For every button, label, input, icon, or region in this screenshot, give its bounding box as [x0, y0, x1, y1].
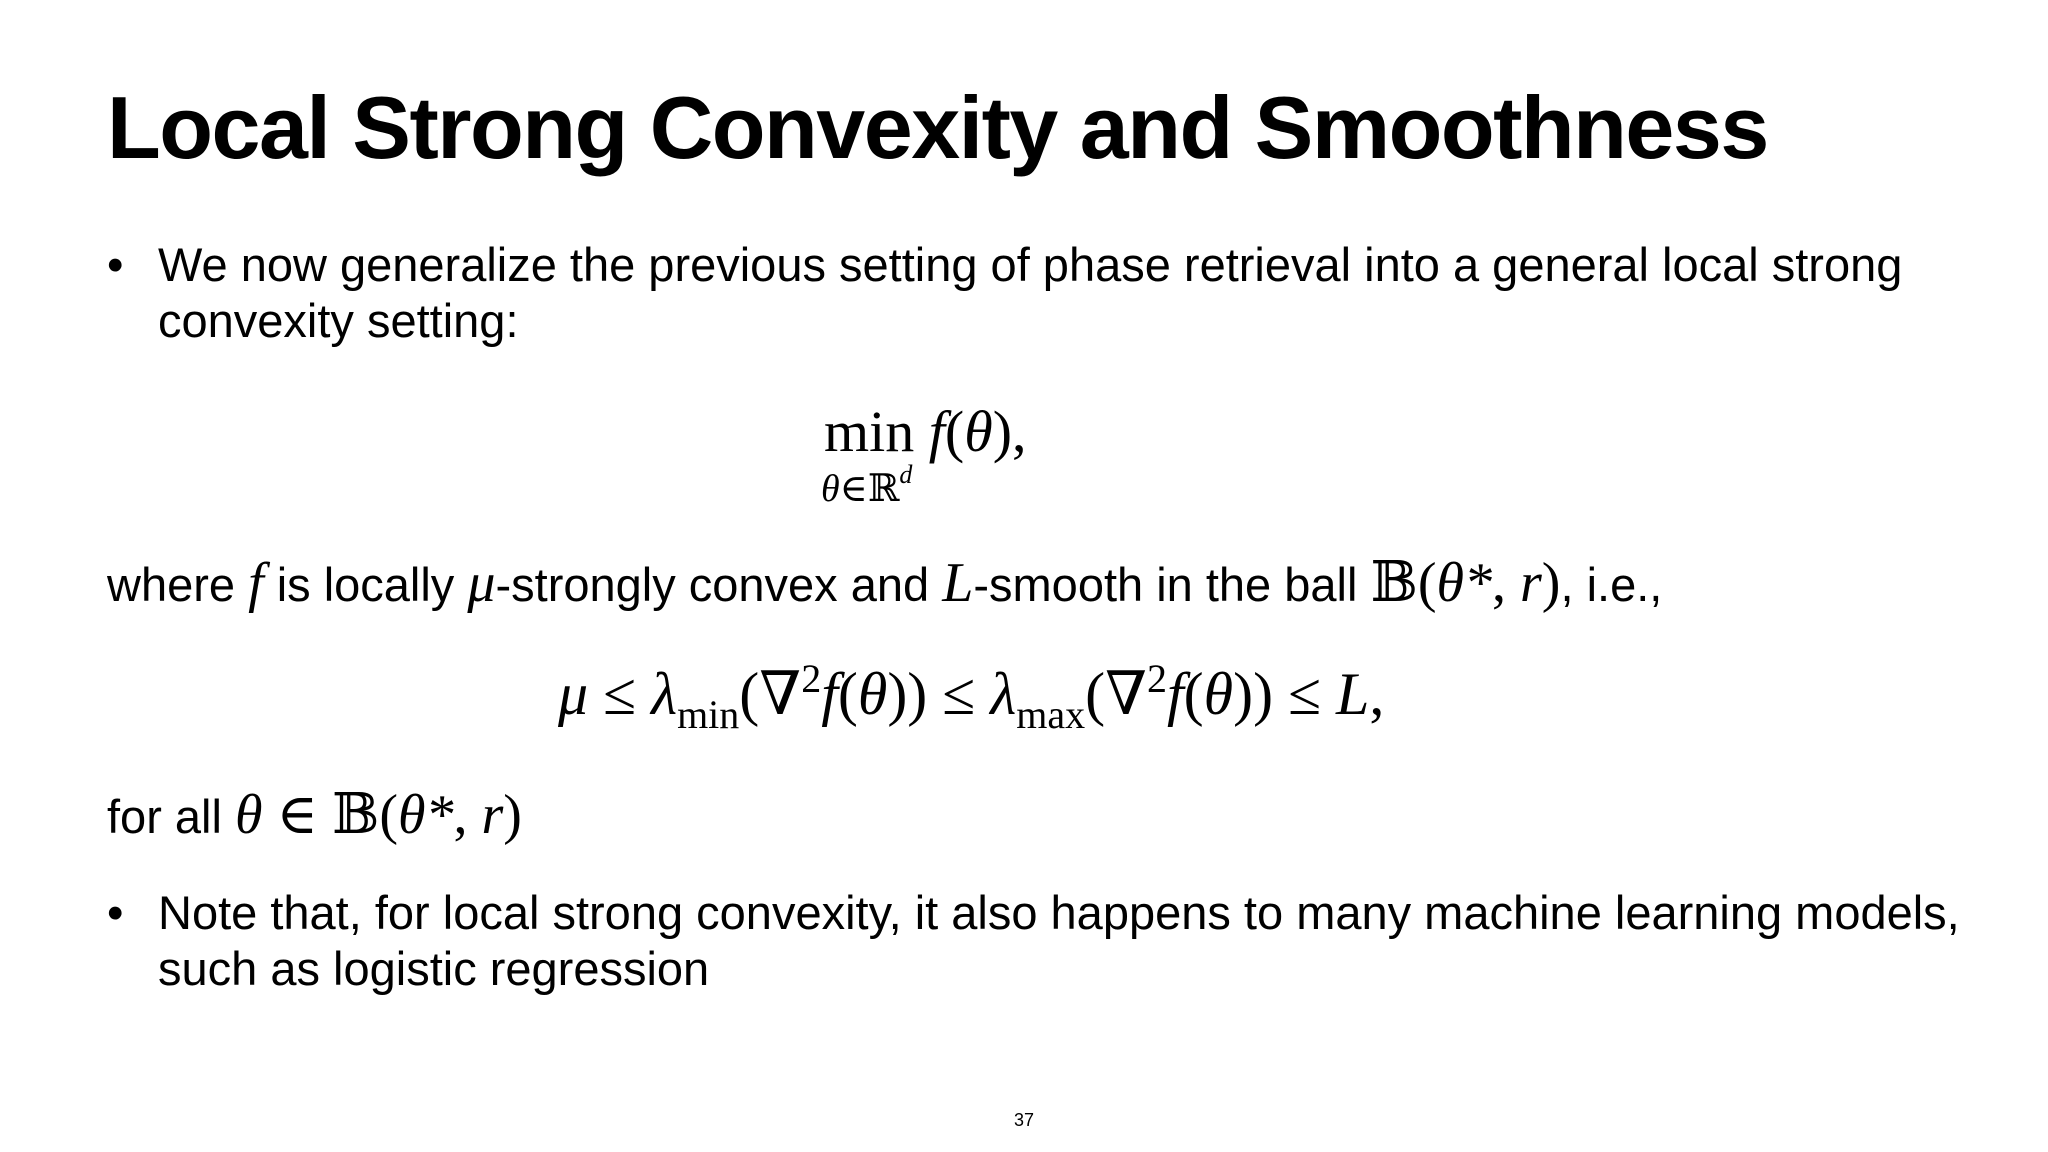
- bullet-marker: •: [107, 886, 124, 939]
- equation-eigenvalue-bounds: $\mu \le \lambda_{min}(\nabla^2f(\theta)) \le \lambda_{max}(\nabla^2f(\theta)) \le L$,: [558, 656, 1385, 737]
- bullet-text: We now generalize the previous setting of phase retrieval into a general local strong convexity setting:: [158, 238, 1903, 347]
- bullet-text: Note that, for local strong convexity, it also happens to many machine learning models, such as logistic regression: [158, 886, 1960, 995]
- slide-title: Local Strong Convexity and Smoothness: [107, 78, 1768, 177]
- equation-minimization: min θ∈ℝ$^d$ f(θ),: [821, 399, 1027, 510]
- bullet-marker: •: [107, 238, 124, 291]
- min-operator: min θ∈ℝ$^d$: [821, 399, 915, 510]
- membership-expression: θ ∈ 𝔹(θ*, r): [235, 782, 522, 847]
- ball-expression: 𝔹(θ*, r): [1370, 550, 1561, 615]
- for-all-line: for all θ ∈ 𝔹(θ*, r): [107, 782, 522, 847]
- page-number: 37: [1013, 1110, 1035, 1130]
- bullet-item: [107, 885, 1987, 997]
- where-line: where f is locally μ-strongly convex and L-smooth in the ball 𝔹(θ*, r), i.e.,: [107, 550, 1663, 615]
- bullet-item: [107, 237, 1987, 349]
- min-subscript: θ∈ℝ$^d$: [821, 460, 913, 510]
